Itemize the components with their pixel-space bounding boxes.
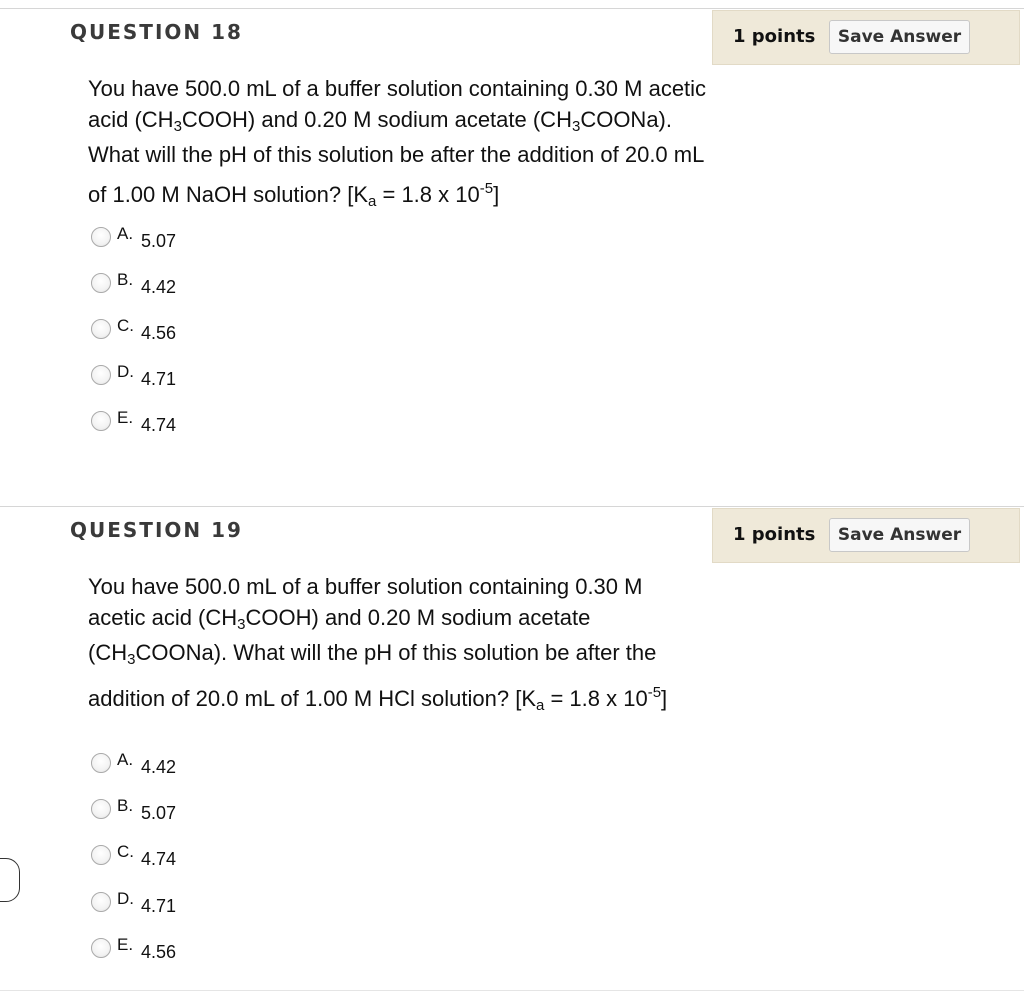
option-letter: D. <box>117 362 134 381</box>
points-label: 1 points <box>733 524 816 545</box>
radio-button[interactable] <box>91 411 111 431</box>
question-line: addition of 20.0 mL of 1.00 M HCl solution? [$K_a = 1.8$ x $10^{-5}$] <box>88 684 668 714</box>
radio-button[interactable] <box>91 227 111 247</box>
save-answer-button[interactable]: Save Answer <box>829 518 970 552</box>
question-title: QUESTION 19 <box>70 518 243 542</box>
radio-button[interactable] <box>91 938 111 958</box>
radio-button[interactable] <box>91 753 111 773</box>
points-label: 1 points <box>733 26 816 47</box>
option-value: 5.07 <box>141 803 177 823</box>
option-value: 4.42 <box>141 757 177 777</box>
option-letter: C. <box>117 842 134 861</box>
option-value: 4.74 <box>141 415 177 435</box>
side-panel-toggle[interactable] <box>0 858 20 902</box>
question-line: acid $(CH_3COOH)$ and 0.20 M sodium acetate $(CH_3COONa)$. <box>88 107 672 135</box>
option-value: 4.56 <box>141 942 177 962</box>
question-line: acetic acid $(CH_3COOH)$ and 0.20 M sodium acetate <box>88 605 591 633</box>
option-value: 5.07 <box>141 231 177 251</box>
option-value: 4.56 <box>141 323 177 343</box>
points-panel <box>712 10 1020 65</box>
divider <box>0 506 1024 507</box>
divider <box>0 8 1024 9</box>
question-line: You have 500.0 mL of a buffer solution containing 0.30 M acetic <box>88 76 707 101</box>
option-letter: B. <box>117 796 134 815</box>
divider <box>0 990 1024 991</box>
option-letter: E. <box>117 935 134 954</box>
question-line: What will the pH of this solution be after the addition of 20.0 mL <box>88 142 705 167</box>
radio-button[interactable] <box>91 273 111 293</box>
option-letter: A. <box>117 224 134 243</box>
radio-button[interactable] <box>91 799 111 819</box>
question-line: You have 500.0 mL of a buffer solution containing 0.30 M <box>88 574 643 599</box>
option-value: 4.42 <box>141 277 177 297</box>
option-letter: A. <box>117 750 134 769</box>
option-value: 4.74 <box>141 849 177 869</box>
radio-button[interactable] <box>91 319 111 339</box>
radio-button[interactable] <box>91 892 111 912</box>
points-panel <box>712 508 1020 563</box>
radio-button[interactable] <box>91 845 111 865</box>
question-line: of 1.00 M NaOH solution? [$K_a = 1.8$ x $10^{-5}$] <box>88 180 500 210</box>
option-value: 4.71 <box>141 369 177 389</box>
save-answer-button[interactable]: Save Answer <box>829 20 970 54</box>
option-letter: C. <box>117 316 134 335</box>
option-letter: D. <box>117 889 134 908</box>
option-letter: B. <box>117 270 134 289</box>
question-title: QUESTION 18 <box>70 20 243 44</box>
option-value: 4.71 <box>141 896 177 916</box>
radio-button[interactable] <box>91 365 111 385</box>
option-letter: E. <box>117 408 134 427</box>
question-line: $(CH_3COONa)$. What will the pH of this solution be after the <box>88 640 657 668</box>
